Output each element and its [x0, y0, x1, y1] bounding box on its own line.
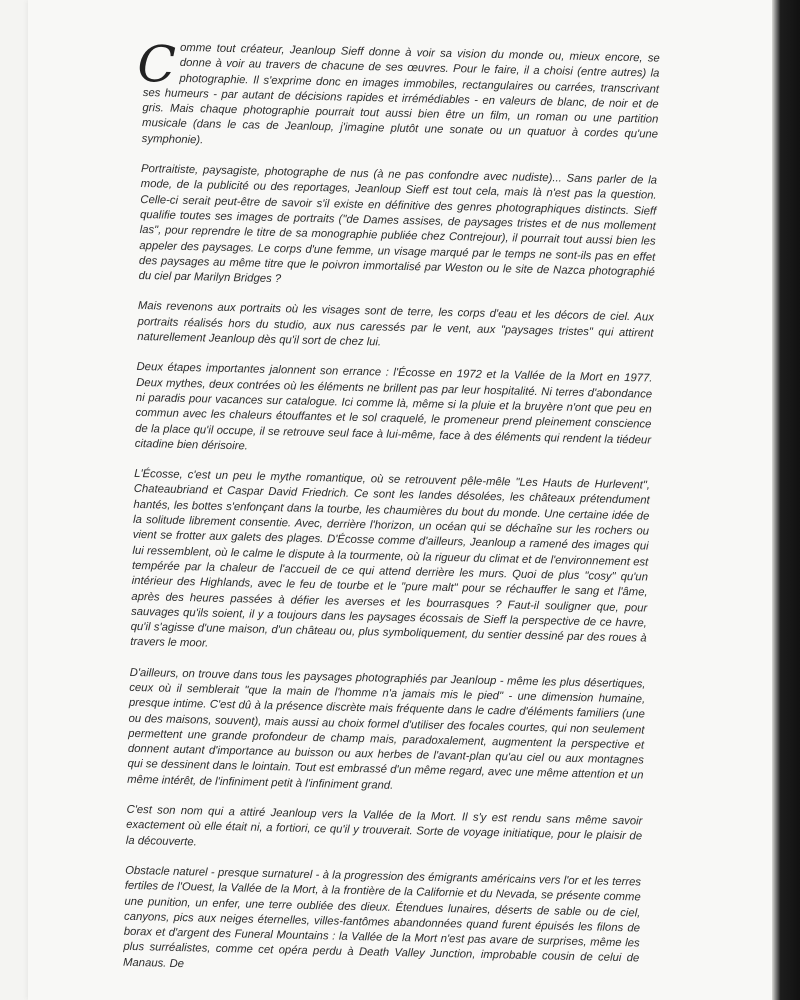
- paragraph-4: Deux étapes importantes jalonnent son errance : l'Écosse en 1972 et la Vallée de la Mort en 1977. Deux mythes, deux contrées où les éléments ne brillent pas par leur hospitalité. Ni terres d'abondance ni paradis pour vacances sur catalogue. Ici comme là, même si la pluie et la bruyère n'ont que peu en commun avec les chaleurs étouffantes et le sol craquelé, le promeneur prend pleinement conscience de la place qu'il occupe, il se retrouve seul face à lui-même, face à des éléments qui rendent la tiédeur citadine bien dérisoire.: [134, 361, 653, 453]
- paragraph-3: Mais revenons aux portraits où les visages sont de terre, les corps d'eau et les décors de ciel. Aux portraits réalisés hors du studio, aux nus caressés par le vent, aux "paysages tristes" qui attirent naturellement Jeanloup dès qu'il sort de chez lui.: [137, 300, 654, 349]
- paragraph-8: Obstacle naturel - presque surnaturel - à la progression des émigrants américains vers l'or et les terres fertiles de l'Ouest, la Vallée de la Mort, à la frontière de la Californie et du Nevada, se présente comme une punition, un enfer, une terre oubliée des dieux. Étendues lunaires, déserts de sable ou de ciel, canyons, pics aux neiges éternelles, villes-fantômes abandonnées quand furent épuisés les filons de borax et d'argent des Funeral Mountains : la Vallée de la Mort n'est pas avare de surprises, même les plus surréalistes, comme cet opéra perdu à Death Valley Junction, improbable cousin de celui de Manaus. De: [122, 864, 642, 970]
- drop-cap: C: [136, 34, 177, 94]
- paragraph-1-text: omme tout créateur, Jeanloup Sieff donne à voir sa vision du monde ou, mieux encore, se donne à voir au travers de chacune de ses œuvres. Pour le faire, il a choisi (entre autres) la photographie. Il s'exprime donc en images immobiles, rectangulaires ou carrées, transcrivant ses humeurs - par autant de décisions rapides et irrémédiables - en valeurs de blanc, de noir et de gris. Mais chaque photographie pourrait tout aussi bien être un film, un roman ou une partition musicale (dans le cas de Jeanloup, j'imagine plutôt une sonate ou un quatuor à cordes qu'une symphonie).: [141, 41, 660, 147]
- paragraph-6: D'ailleurs, on trouve dans tous les paysages photographiés par Jeanloup - même les plus désertiques, ceux où il semblerait "que la main de l'homme n'a jamais mis le pied" - une dimension humaine, presque intime. C'est dû à la présence discrète mais fréquente dans le cadre d'éléments familiers (une ou des maisons, souvent), mais aussi au choix formel d'utiliser des focales courtes, qui non seulement permettent une grande profondeur de champ mais, paradoxalement, augmentent la perspective et donnent autant d'importance au buisson ou aux herbes de l'avant-plan qu'au ciel ou aux montagnes qui se dessinent dans le lointain. Tout est embrassé d'un même regard, avec une même attention et un même intérêt, de l'infiniment petit à l'infiniment grand.: [127, 666, 646, 792]
- article-text: [122, 34, 660, 997]
- paragraph-2: Portraitiste, paysagiste, photographe de nus (à ne pas confondre avec nudiste)... Sans parler de la mode, de la publicité ou des reportages, Jeanloup Sieff est tout cela, mais là n'est pas la question. Celle-ci serait peut-être de savoir s'il existe en définitive des genres photographiques distincts. Sieff qualifie toutes ses images de portraits ("de Dames assises, de paysages tristes et de nus mollement las", pour reprendre le titre de sa monographie publiée chez Contrejour), il pourrait tout aussi bien les appeler des paysages. Le corps d'une femme, un visage marqué par le temps ne sont-ils pas en effet des paysages au même titre que le poivron immortalisé par Weston ou le site de Nazca photographié du ciel par Marilyn Bridges ?: [138, 163, 658, 286]
- page-edge-shadow: [772, 0, 800, 1000]
- paragraph-7: C'est son nom qui a attiré Jeanloup vers la Vallée de la Mort. Il s'y est rendu sans même savoir exactement où elle était ni, a fortiori, ce qu'il y trouverait. Sorte de voyage initiatique, pour le plaisir de la découverte.: [125, 803, 643, 849]
- paragraph-1: [136, 34, 660, 159]
- paragraph-5: L'Écosse, c'est un peu le mythe romantique, où se retrouvent pêle-mêle "Les Hauts de Hurlevent", Chateaubriand et Caspar David Friedrich. Ce sont les landes désolées, les châteaux prétendument hantés, les bottes s'enfonçant dans la tourbe, les chaumières du bout du monde. Une certaine idée de la solitude librement consentie. Avec, derrière l'horizon, un océan qui se déchaîne sur les rochers ou vient se frotter aux galets des plages. D'Écosse comme d'ailleurs, Jeanloup a ramené des images qui lui ressemblent, où le calme le dispute à la tourmente, où la rigueur du climat et de l'environnement est tempérée par la chaleur de l'accueil de ce qui attend derrière les murs. Quoi de plus "cosy" qu'un intérieur des Highlands, avec le feu de tourbe et le "pure malt" pour se réchauffer le sang et l'âme, après des heures passées à défier les averses et les bourrasques ? Faut-il souligner que, pour sauvages qu'ils soient, il y a toujours dans les paysages écossais de Sieff la perspective de ce havre, qu'il s'agisse d'une maison, d'un château ou, plus symboliquement, du sentier dessiné par des roues à travers le moor.: [130, 468, 651, 651]
